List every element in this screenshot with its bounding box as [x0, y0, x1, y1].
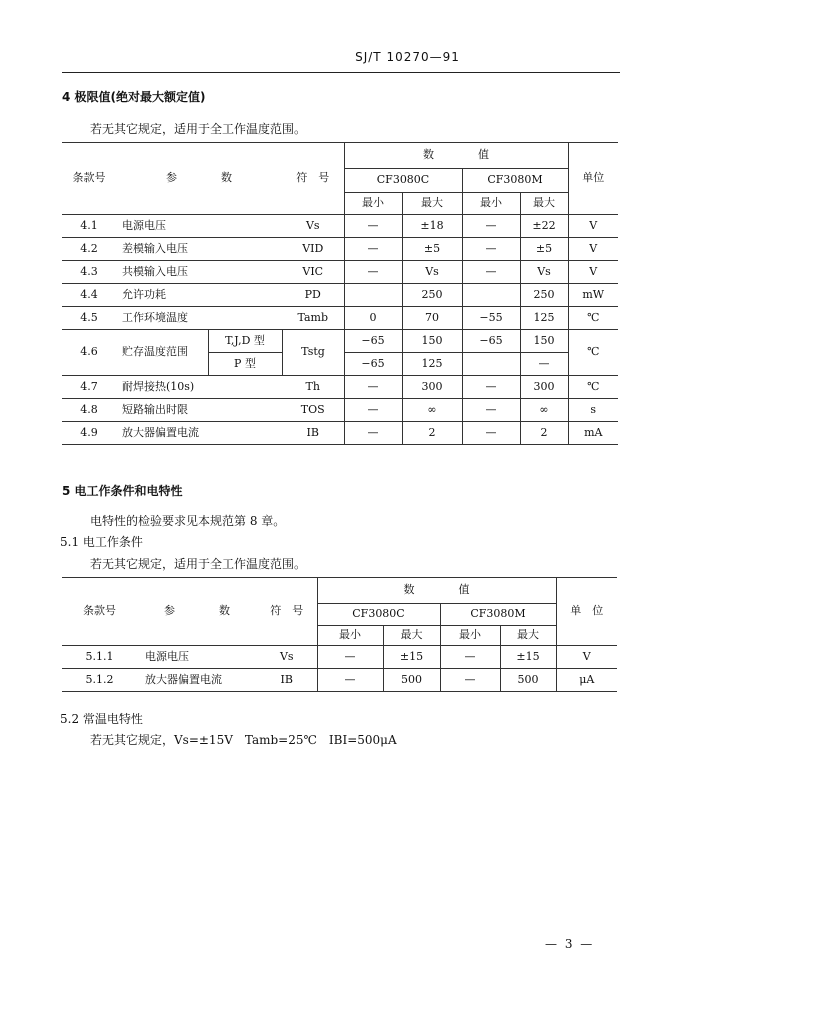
table-row: 5.1.1 电源电压 Vs — ±15 — ±15 V — [62, 646, 617, 669]
col-param-header: 参 数 — [137, 578, 257, 646]
page-number: — 3 — — [545, 937, 595, 951]
section-5-2-note: 若无其它规定，Vs=±15V Tamb=25℃ IBI=500μA — [90, 733, 397, 747]
limit-values-table — [62, 142, 618, 445]
m-max-header: 最大 — [520, 193, 568, 215]
c-min-header: 最小 — [317, 626, 383, 646]
section-4-title: 4 极限值(绝对最大额定值) — [62, 90, 206, 104]
model-m-header: CF3080M — [440, 604, 556, 626]
table-row: 4.4 允许功耗 PD 250 250 mW — [62, 284, 618, 307]
c-max-header: 最大 — [383, 626, 440, 646]
table-row: 4.9 放大器偏置电流 IB — 2 — 2 mA — [62, 422, 618, 445]
col-values-header: 数 值 — [344, 143, 568, 169]
col-unit-header: 单位 — [568, 143, 618, 215]
col-values-header: 数 值 — [317, 578, 556, 604]
col-symbol-header: 符 号 — [257, 578, 317, 646]
section-4-note: 若无其它规定，适用于全工作温度范围。 — [90, 122, 307, 136]
table-row: 4.8 短路输出时限 TOS — ∞ — ∞ s — [62, 399, 618, 422]
header-rule — [62, 72, 620, 73]
m-max-header: 最大 — [500, 626, 556, 646]
col-clause-header: 条款号 — [62, 143, 116, 215]
col-clause-header: 条款号 — [62, 578, 137, 646]
table-row: 5.1.2 放大器偏置电流 IB — 500 — 500 μA — [62, 669, 617, 692]
table-row: 4.5 工作环境温度 Tamb 0 70 −55 125 ℃ — [62, 307, 618, 330]
model-c-header: CF3080C — [344, 169, 462, 193]
section-5-title: 5 电工作条件和电特性 — [62, 484, 183, 498]
section-5-2-title: 5.2 常温电特性 — [60, 712, 143, 726]
section-5-1-title: 5.1 电工作条件 — [60, 535, 143, 549]
m-min-header: 最小 — [440, 626, 500, 646]
c-max-header: 最大 — [402, 193, 462, 215]
model-m-header: CF3080M — [462, 169, 568, 193]
table-row: 4.7 耐焊接热(10s) Th — 300 — 300 ℃ — [62, 376, 618, 399]
table-row: 4.6 贮存温度范围 T,J,D 型 Tstg −65 150 −65 150 ℃ — [62, 330, 618, 353]
col-unit-header: 单 位 — [556, 578, 617, 646]
document-header: SJ/T 10270—91 — [355, 50, 460, 64]
table-row: 4.3 共模输入电压 VIC — Vs — Vs V — [62, 261, 618, 284]
section-5-1-note: 若无其它规定，适用于全工作温度范围。 — [90, 557, 307, 571]
table-row: 4.2 差模输入电压 VID — ±5 — ±5 V — [62, 238, 618, 261]
col-symbol-header: 符 号 — [282, 143, 344, 215]
model-c-header: CF3080C — [317, 604, 440, 626]
m-min-header: 最小 — [462, 193, 520, 215]
table-row: 4.1 电源电压 Vs — ±18 — ±22 V — [62, 215, 618, 238]
section-5-note: 电特性的检验要求见本规范第 8 章。 — [90, 514, 286, 528]
c-min-header: 最小 — [344, 193, 402, 215]
table-row: P 型 −65 125 — — [62, 353, 618, 376]
col-param-header: 参 数 — [116, 143, 282, 215]
operating-conditions-table — [62, 577, 617, 692]
